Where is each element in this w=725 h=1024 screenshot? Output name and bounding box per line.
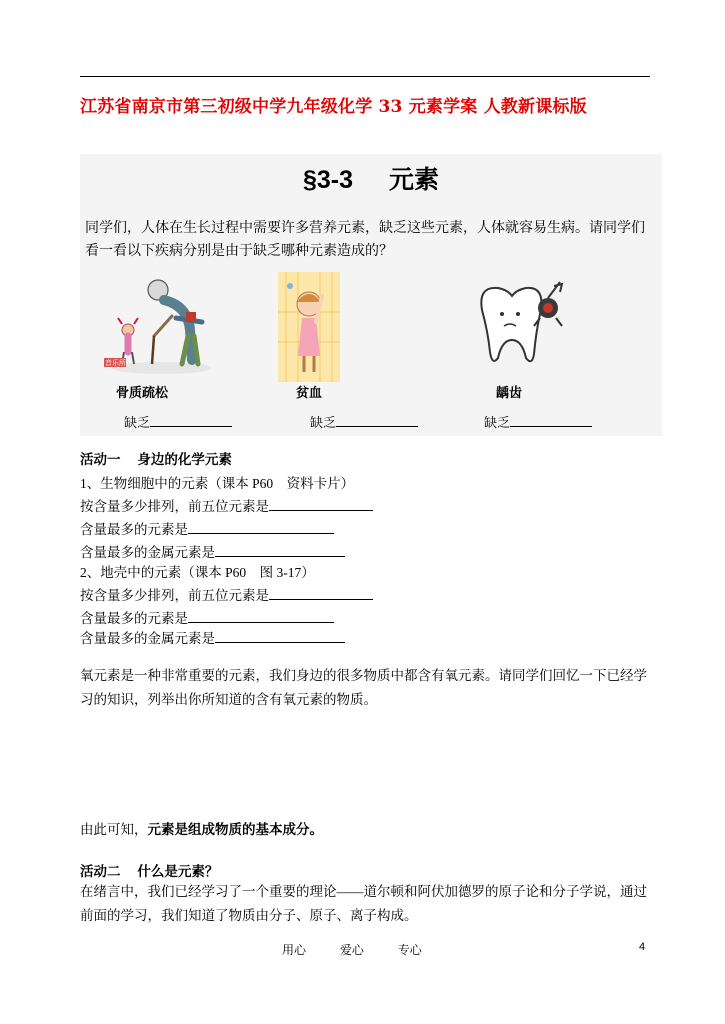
answer-blank (269, 498, 373, 511)
oxygen-paragraph: 氧元素是一种非常重要的元素，我们身边的很多物质中都含有氧元素。请同学们回忆一下已经学习的知识，列举出你所知道的含有氧元素的物质。 (80, 668, 647, 707)
answer-blank (188, 610, 334, 623)
section-heading (80, 160, 662, 196)
document-title: 江苏省南京市第三初级中学九年级化学 33 元素学案 人教新课标版 (80, 97, 587, 117)
footer-item: 爱心 (339, 943, 364, 957)
disease-label-tooth-decay: 龋齿 (496, 386, 523, 401)
conclusion-text: 由此可知，元素是组成物质的基本成分。 (80, 822, 323, 837)
answer-blank (336, 414, 418, 427)
answer-blank (269, 587, 373, 600)
lack-field-1: 缺乏 (124, 412, 232, 431)
activity1-item1-q1: 按含量多少排列，前五位元素是 (80, 495, 373, 515)
lack-field-3: 缺乏 (484, 412, 592, 431)
section-title: 元素 (389, 166, 440, 194)
activity1-item2-q1: 按含量多少排列，前五位元素是 (80, 584, 373, 604)
activity1-item1-q3: 含量最多的金属元素是 (80, 541, 345, 561)
page-number: 4 (639, 941, 646, 953)
disease-label-anemia: 贫血 (296, 386, 323, 401)
anemia-illustration (278, 272, 340, 382)
activity1-item2-q3: 含量最多的金属元素是 (80, 627, 345, 647)
activity1-item1-q2: 含量最多的元素是 (80, 518, 334, 538)
answer-blank (215, 544, 345, 557)
footer-motto (282, 941, 452, 958)
activity1-item2-q2: 含量最多的元素是 (80, 607, 334, 627)
activity2-paragraph: 在绪言中，我们已经学习了一个重要的理论——道尔顿和阿伏加德罗的原子论和分子学说，通过前面的学习，我们知道了物质由分子、原子、离子构成。 (80, 884, 647, 923)
activity1-heading: 活动一 身边的化学元素 (80, 452, 232, 467)
activity1-item1: 1、生物细胞中的元素（课本 P60 资料卡片） (80, 476, 355, 491)
footer-item: 专心 (397, 943, 422, 957)
activity1-item2: 2、地壳中的元素（课本 P60 图 3-17） (80, 565, 315, 580)
answer-blank (150, 414, 232, 427)
answer-blank (215, 630, 345, 643)
header-rule (80, 76, 650, 77)
banner-intro-text: 同学们，人体在生长过程中需要许多营养元素，缺乏这些元素，人体就容易生病。请同学们看一看以下疾病分别是由于缺乏哪种元素造成的？ (85, 219, 645, 258)
disease-label-osteoporosis: 骨质疏松 (116, 386, 169, 401)
activity2-heading: 活动二 什么是元素？ (80, 864, 219, 879)
tooth-decay-illustration (468, 280, 568, 376)
answer-blank (188, 521, 334, 534)
logo-text: 音乐所 (105, 359, 126, 367)
lesson-banner-image (80, 154, 662, 436)
osteoporosis-illustration (102, 272, 222, 377)
lack-field-2: 缺乏 (310, 412, 418, 431)
answer-blank (510, 414, 592, 427)
section-number: §3-3 (302, 166, 354, 194)
footer-item: 用心 (282, 943, 307, 957)
